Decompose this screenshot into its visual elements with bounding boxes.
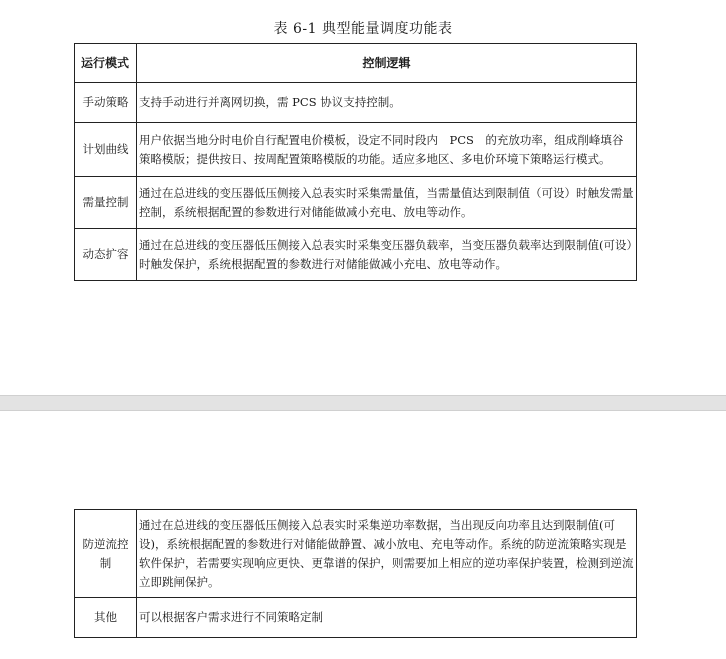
- row-logic: 可以根据客户需求进行不同策略定制: [137, 598, 637, 638]
- page-break: [0, 395, 726, 411]
- table-row: [75, 123, 637, 177]
- row-mode: 需量控制: [75, 177, 137, 229]
- row-mode: 手动策略: [75, 83, 137, 123]
- dispatch-function-table-continued: [74, 509, 637, 638]
- row-mode: 计划曲线: [75, 123, 137, 177]
- row-mode: 动态扩容: [75, 229, 137, 281]
- table-row: [75, 229, 637, 281]
- row-mode: 其他: [75, 598, 137, 638]
- row-logic: 通过在总进线的变压器低压侧接入总表实时采集变压器负载率，当变压器负载率达到限制值(可设）时触发保护，系统根据配置的参数进行对储能做减小充电、放电等动作。: [137, 229, 637, 281]
- table-caption: 表 6-1 典型能量调度功能表: [273, 21, 453, 37]
- row-logic: 通过在总进线的变压器低压侧接入总表实时采集逆功率数据，当出现反向功率且达到限制值(可设)，系统根据配置的参数进行对储能做静置、减小放电、充电等动作。系统的防逆流策略实现是软件保护，若需要实现响应更快、更靠谱的保护，则需要加上相应的逆功率保护装置，检测到逆流立即跳闸保护。: [137, 510, 637, 598]
- table-header-row: [75, 44, 637, 83]
- dispatch-function-table: [74, 43, 637, 281]
- header-mode: 运行模式: [75, 44, 137, 83]
- row-mode: 防逆流控制: [75, 510, 137, 598]
- row-logic: 用户依据当地分时电价自行配置电价模板，设定不同时段内 PCS 的充放功率，组成削峰填谷策略模版；提供按日、按周配置策略模版的功能。适应多地区、多电价环境下策略运行模式。: [137, 123, 637, 177]
- table-row: [75, 598, 637, 638]
- row-logic: 通过在总进线的变压器低压侧接入总表实时采集需量值，当需量值达到限制值（可设）时触发需量控制，系统根据配置的参数进行对储能做减小充电、放电等动作。: [137, 177, 637, 229]
- table-row: [75, 177, 637, 229]
- header-logic: 控制逻辑: [137, 44, 637, 83]
- table-row: [75, 83, 637, 123]
- table-row: [75, 510, 637, 598]
- row-logic: 支持手动进行并离网切换，需 PCS 协议支持控制。: [137, 83, 637, 123]
